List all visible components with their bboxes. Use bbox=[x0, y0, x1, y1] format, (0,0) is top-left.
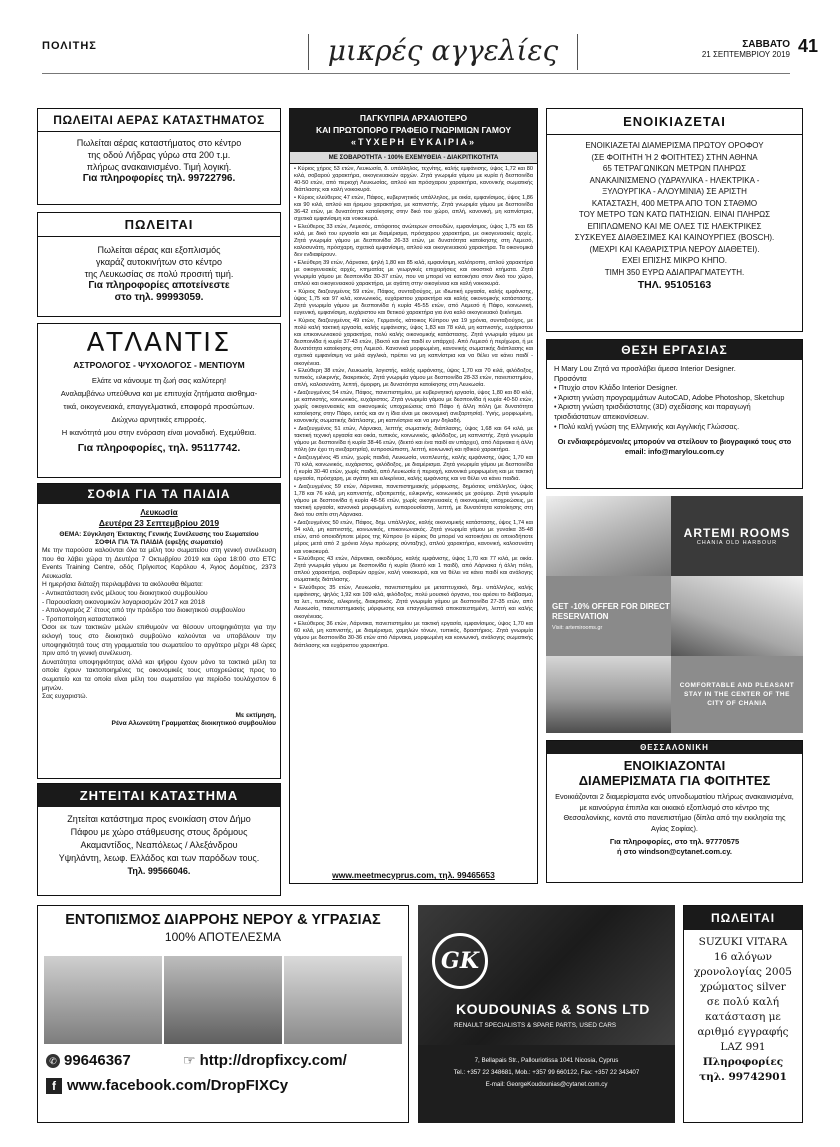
ad-line: Ελάτε να κάνουμε τη ζωή σας καλύτερη! bbox=[91, 376, 227, 385]
ad-line: κατάσταση με bbox=[705, 1011, 781, 1023]
notice-body: Με την παρούσα καλούνται όλα τα μέλη του σωματείου στη γενική συνέλευση που θα λάβει χώρα τη Δευτέρα 7 Οκτωβρίου 2019 και ώρα 18:00 στο ETC Events Training Centre, οδός Πρίγκιπος Καρόλου 4, Άγιος Δομέτιος, 2373 Λευκωσία. bbox=[42, 547, 276, 580]
ad-title: ΠΩΛΕΙΤΑΙ bbox=[684, 906, 802, 930]
ad-garage-for-sale bbox=[37, 212, 281, 317]
ad-line: Αναλαμβάνω υπεύθυνα και με επιτυχία ζητήματα αισθημα- bbox=[60, 389, 258, 398]
hotel-brand-sub: CHANIA OLD HARBOUR bbox=[696, 540, 778, 546]
ad-title: ΠΩΛΕΙΤΑΙ ΑΕΡΑΣ ΚΑΤΑΣΤΗΜΑΤΟΣ bbox=[38, 109, 280, 132]
dropfix-photos bbox=[44, 956, 402, 1044]
ad-line: Υψηλάντη, λεωφ. Ελλάδος και των παρόδων τους. bbox=[58, 853, 260, 863]
ad-contact: ή στο windson@cytanet.com.cy. bbox=[616, 847, 733, 856]
ad-line: ΕΠΙΠΛΩΜΕΝΟ ΚΑΙ ΜΕ ΟΛΕΣ ΤΙΣ ΗΛΕΚΤΡΙΚΕΣ bbox=[587, 221, 762, 231]
ad-contact: τηλ. 99742901 bbox=[699, 1071, 787, 1083]
ad-title: ΔΙΑΜΕΡΙΣΜΑΤΑ ΓΙΑ ΦΟΙΤΗΤΕΣ bbox=[578, 773, 771, 788]
hotel-photo-bedroom bbox=[671, 576, 803, 656]
ad-line: Ακαμαντίδος, Νεαπόλεως / Αλεξάνδρου bbox=[80, 840, 238, 850]
ad-line: 16 αλόγων bbox=[714, 951, 772, 963]
ad-line: ΞΥΛΟΥΡΓΙΚΑ - ΑΛΟΥΜΙΝΙΑ) ΣΕ ΑΡΙΣΤΗ bbox=[602, 187, 747, 196]
ad-line: ΑΝΑΚΑΙΝΙΣΜΕΝΟ (ΥΔΡΑΥΛΙΚΑ - ΗΛΕΚΤΡΙΚΑ - bbox=[589, 175, 760, 185]
hotel-brand-panel bbox=[671, 496, 803, 576]
ad-suzuki bbox=[683, 905, 803, 1123]
ad-title: ΕΝΟΙΚΙΑΖΟΝΤΑΙ bbox=[623, 758, 726, 773]
web-icon: ☞ bbox=[183, 1052, 196, 1068]
agency-entry: • Ελεύθερη 38 ετών, Λευκωσία, λογιστής, καλής εμφάνισης, ύψος 1,70 και 70 κιλά, φιλόδοξος, τυπικός, ειλικρινής, διακριτικός. Ζητά γνωριμία γάμου με δεσποινίδα 28-33 ετών, πανεπιστημίου, απλή, καλοσυνάτη, λεπτή, όμορφη, με δυνατότητα κατοίκησης στη Λευκωσία. bbox=[294, 368, 533, 389]
agency-entry: • Ελεύθερη 39 ετών, Λάρνακα, ψηλή 1,80 και 85 κιλά, εμφανίσιμη, καλότροπη, απλού χαρακτήρα με οικογενειακές αρχές, κτηματίας με γεωργικές επιχειρήσεις και οικιστικά κτήματα. Ζητά γνωριμία γάμου με δεσποινίδα 30-37 ετών, που να μπορεί να κατοικήσει στον δικό του χώρο, απλού και οικογενειακού χαρακτήρα, με αγάπη στην οικογένεια και καλή νοικοκυρά. bbox=[294, 260, 533, 288]
ad-line: γκαράζ αυτοκινήτων στο κέντρο bbox=[95, 257, 223, 267]
whatsapp-icon: ✆ bbox=[46, 1054, 60, 1068]
agency-entry: • Κύριος ελεύθερος 47 ετών, Πάφος, κυβερνητικός υπάλληλος, με οικία, εμφανίσιμος, ύψος 1,86 και 90 κιλά, απλού και ήρεμου χαρακτήρα, με καπνιστής. Ζητά γνωριμία γάμου με δεσποινίδα 36-42 ετών, με δυνατότητα κατοίκησης στην δικό του χώρο, απλή, κανονική, μη καπνίστρια, σχετικά εμφανίσιμη και νοικοκυρά. bbox=[294, 194, 533, 223]
hotel-offer-panel bbox=[546, 576, 671, 656]
notice-signature: Με εκτίμηση, bbox=[235, 711, 276, 719]
ad-line: Πωλείται αέρας καταστήματος στο κέντρο bbox=[76, 138, 242, 148]
header-rule bbox=[42, 73, 790, 74]
job-req: • Άριστη γνώση τρισδιάστατης (3D) σχεδίασης και παραγωγή τρισδιάστατων απεικονίσεων. bbox=[554, 402, 751, 421]
agency-entry: • Ελεύθερος 35 ετών, Λευκωσία, πανεπιστημίου με μεταπτυχιακό, δημ. υπάλληλος, καλής εμφάνισης, ψηλός 1,92 και 109 κιλά, φιλόδοξος, πολύ μουσικό όργανο, του αρέσει το διάβασμα, τα λετ., τυπικός, ειλικρινής, διακριτικός. Ζητά γνωριμία γάμου με δεσποινίδα 27-35 ετών, από Λευκωσία, πανεπιστημιακής μόρφωσης και επαγγελματικά αποκατεστημένη, λεπτή και καλής οικογένειας. bbox=[294, 585, 533, 620]
notice-city: Λευκωσία bbox=[140, 508, 178, 517]
hotel-stay: COMFORTABLE AND PLEASANT STAY IN THE CENTER OF THE CITY OF CHANIA bbox=[679, 682, 795, 707]
ad-line: 65 ΤΕΤΡΑΓΩΝΙΚΩΝ ΜΕΤΡΩΝ ΠΛΗΡΩΣ bbox=[602, 164, 747, 173]
notice-signature: Ρένα Αλωνεύτη Γραμματέας διοικητικού συμβουλίου bbox=[111, 720, 276, 728]
agency-title: ΠΑΓΚΥΠΡΙΑ ΑΡΧΑΙΟΤΕΡΟ bbox=[359, 113, 468, 123]
agency-entry: • Κύριος χήρος 53 ετών, Λευκωσία, δ. υπάλληλος, τεχνίτης, καλής εμφάνισης, ύψος 1,72 και 80 κιλά, σοβαρού χαρακτήρα, οικογενειακών αρχών. Ζητά γνωριμία γάμου με κυρία ή δεσποινίδα 40-50 ετών, από περιοχή Λευκωσίας, απλού και πρόσχαρου χαρακτήρα, κανονικής σωματικής διάπλασης και καλή νοικοκυρά. bbox=[294, 166, 533, 194]
notice-body: Δυνατότητα υποψηφιότητας αλλά και ψήφου έχουν μόνο τα τακτικά μέλη τα οποία έχουν τακτοποιημένες τις οικονομικές τους υποχρεώσεις προς το σωματείο και τα οποία είναι μέλη του σωματείου για περίοδο τουλάχιστον 6 μηνών. bbox=[42, 658, 276, 692]
ad-contact: Πληροφορίες bbox=[702, 1056, 784, 1068]
agency-tagline: ΜΕ ΣΟΒΑΡΟΤΗΤΑ - 100% ΕΧΕΜΥΘΕΙΑ - ΔΙΑΚΡΙΤΙΚΟΤΗΤΑ bbox=[290, 152, 537, 164]
dropfix-facebook: www.facebook.com/DropFIXCy bbox=[67, 1077, 289, 1094]
ad-atlantis bbox=[37, 323, 281, 478]
ad-contact: Για πληροφορίες τηλ. 99722796. bbox=[82, 173, 236, 184]
agency-entry: • Διαζευγμένος 54 ετών, Πάφος, πανεπιστημίου, με κυβερνητική εργασία, ύψος 1,80 και 80 κιλά, με καπνιστής, κοινωνικός, ευχάριστος. Ζητά γνωριμία γάμου με δεσποινίδα ή κυρία 40-50 ετών, χωρίς οικογενειακές και οικονομικές υποχρεώσεις από Πάφο ή άλλη πόλη (με δυνατότητα κατοίκησης στην Πάφο, εκτός και αν η ίδια είναι με οικονομική ανεξαρτησία). Υγιής, μορφωμένη, κανονικής σωματικής διάπλασης, μη καπνίστρια και να μην δηλαδή. bbox=[294, 390, 533, 425]
ad-line: της οδού Λήδρας γύρω στα 200 τ.μ. bbox=[87, 150, 231, 160]
koudounias-email: E-mail: GeorgeKoudounias@cytanet.com.cy bbox=[485, 1081, 608, 1088]
agency-title: ΚΑΙ ΠΡΩΤΟΠΟΡΟ ΓΡΑΦΕΙΟ ΓΝΩΡΙΜΙΩΝ ΓΑΜΟΥ bbox=[315, 125, 511, 135]
ad-line: της Λευκωσίας σε πολύ προσιτή τιμή. bbox=[84, 269, 234, 279]
dropfix-phone: 99646367 bbox=[64, 1052, 131, 1069]
job-req: • Πολύ καλή γνώση της Ελληνικής και Αγγλικής Γλώσσας. bbox=[554, 421, 740, 431]
hotel-photo-harbour bbox=[546, 656, 671, 733]
notice-body: Όσοι εκ των τακτικών μελών επιθυμούν να θέσουν υποψηφιότητα για την εκλογή τους στο διοικητικό συμβούλιο καλούνται να υποβάλουν την υποψηφιότητά τους στη γραμματεία του σωματείου το αργότερο μέχρι 48 ώρες πριν από τη γενική συνέλευση. bbox=[42, 624, 276, 658]
koudounias-address: 7, Bellapais Str., Pallouriotissa 1041 Nicosia, Cyprus bbox=[474, 1057, 619, 1064]
ad-title: ΑΤΛΑΝΤΙΣ bbox=[86, 328, 232, 358]
koudounias-name: KOUDOUNIAS & SONS LTD bbox=[456, 1001, 650, 1017]
ad-sofia-notice bbox=[37, 483, 281, 779]
ad-athens-rent bbox=[546, 108, 803, 332]
page-number: 41 bbox=[797, 36, 818, 56]
ad-title: ΖΗΤΕΙΤΑΙ ΚΑΤΑΣΤΗΜΑ bbox=[38, 784, 280, 807]
agency-entry: • Κύριος διαζευγμένος 59 ετών, Πάφος, συνταξιούχος, με ιδιωτική εργασία, καλής εμφάνισης, ύψος 1,75 και 97 κιλά, κοινωνικός, ευχάριστου χαρακτήρα και καλής οικονομικής κατάστασης. Ζητά γνωριμία γάμου με δεσποινίδα ή κυρία 45-55 ετών, από Λεμεσό ή Πάφο, κοινωνική, ευγενική, εμφανίσιμη, ευχάριστου και θετικού χαρακτήρα για ένα καλό οικογενειακό ξεκίνημα. bbox=[294, 288, 533, 317]
hotel-stay-panel bbox=[671, 656, 803, 733]
ad-shop-for-sale bbox=[37, 108, 281, 205]
notice-date: Δευτέρα 23 Σεπτεμβρίου 2019 bbox=[98, 518, 220, 528]
ad-shop-wanted bbox=[37, 783, 281, 896]
ad-subtitle: ΑΣΤΡΟΛΟΓΟΣ - ΨΥΧΟΛΟΓΟΣ - ΜΕΝΤΙΟΥΜ bbox=[73, 360, 245, 370]
facebook-icon: f bbox=[46, 1078, 62, 1094]
hotel-brand: ARTEMI ROOMS bbox=[683, 526, 791, 540]
entries-list bbox=[290, 164, 537, 650]
ad-contact: Για πληροφορίες, στο τηλ. 97770575 bbox=[609, 837, 740, 846]
ad-thessaloniki-students bbox=[546, 740, 803, 883]
ad-line: Διώχνω αρνητικές επιρροές. bbox=[111, 415, 207, 424]
ad-city: ΘΕΣΣΑΛΟΝΙΚΗ bbox=[547, 741, 802, 754]
ad-line: ΣΥΣΚΕΥΕΣ ΔΙΑΘΕΣΙΜΕΣ ΚΑΙ ΚΑΙΝΟΥΡΓΙΕΣ (BOSCH). bbox=[574, 233, 775, 242]
hotel-offer: GET -10% OFFER FOR DIRECT RESERVATION bbox=[552, 601, 670, 621]
agency-brand: «ΤΥΧΕΡΗ ΕΥΚΑΙΡΙΑ» bbox=[350, 137, 477, 147]
ad-job-position bbox=[546, 339, 803, 489]
job-req: • Άριστη γνώση προγραμμάτων AutoCAD, Adobe Photoshop, Sketchup bbox=[554, 392, 785, 402]
ad-contact: Τηλ. 99566046. bbox=[127, 866, 191, 876]
section-title: μικρές αγγελίες bbox=[308, 34, 578, 70]
agency-entry: • Ελεύθερος 43 ετών, Λάρνακα, οικοδόμος, καλής εμφάνισης, ύψος 1,70 και 77 κιλά, με οικία. Ζητά γνωριμία γάμου με δεσποινίδα ή κυρία (δεκτό και 1 παιδί), από Λάρνακα ή άλλη πόλη, απλού χαρακτήρα, σοβαρών αρχών, καλή νοικοκυρά, και να θέλει να κάνει παιδί και ανάλογης σωματικής διάπλασης. bbox=[294, 556, 533, 584]
agency-entry: • Διαζευγμένος 45 ετών, χωρίς παιδιά, Λευκωσία, νεοπλευτής, καλής εμφάνισης, ύψος 1,70 και 70 κιλά, κοινωνικός, ευχάριστος, φιλόδοξος, με διαμέρισμα. Ζητά γνωριμία γάμου με δεσποινίδα ή κυρία 30-40 ετών, χωρίς παιδιά, από Λευκωσία ή περιοχή, κανονικά μορφωμένη και με τακτική εργασία, πρόσχαρη, με αγάπη και ειλικρίνεια, καλής εμφάνισης και να θέλει να κάνει παιδιά. bbox=[294, 455, 533, 483]
ad-title: ΕΝΟΙΚΙΑΖΕΤΑΙ bbox=[547, 109, 802, 135]
ad-koudounias bbox=[418, 905, 675, 1123]
ad-line: LAZ 991 bbox=[720, 1041, 766, 1053]
ad-contact: στο τηλ. 99993059. bbox=[114, 292, 204, 303]
job-req: • Πτυχίο στον Κλάδο Interior Designer. bbox=[554, 383, 678, 393]
agenda-item: - Αντικατάσταση ενός μέλους του διοικητικού συμβουλίου bbox=[42, 589, 208, 597]
koudounias-logo bbox=[432, 933, 488, 989]
agency-entry: • Διαζευγμένος 59 ετών, Λάρνακα, πανεπιστημιακής μόρφωσης, δημόσιος υπάλληλος, ύψος 1,78 και 76 κιλά, μη καπνιστής, αξιοπρεπής, ειλικρινής, κοινωνικός με χιούμορ. Ζητά γνωριμία γάμου με δεσποινίδα ή κυρία 48-56 ετών, χωρίς οικογενειακές ή οικονομικές υποχρεώσεις, με τακτική εργασία, κανονικά μορφωμένη, ευπαρουσίαστη, λεπτή, με δυνατότητα κατοίκησης στη δικό του σπίτι στη Λάρνακα. bbox=[294, 484, 533, 519]
agency-entry: • Ελεύθερος 33 ετών, Λεμεσός, απόφοιτος ανώτερων σπουδών, εμφανίσιμος, ύψος 1,75 και 65 κιλά, με δικό του εργασία και με διαμέρισμα, πρόσχαρου χαρακτήρα, με οικογενειακές αρχές. Ζητά γνωριμία γάμου με δεσποινίδα 26-33 ετών, με δυνατότητα κατοίκησης στη Λεμεσό, καλοσυνάτη, πρόσχαρη, σχετικά εμφανίσιμη, απλού και οικογενειακού χαρακτήρα. Τα οικονομικά δεν ενδιαφέρουν. bbox=[294, 223, 533, 259]
agency-contact: www.meetmecyprus.com, τηλ. 99465653 bbox=[332, 870, 495, 880]
agenda-item: - Παρουσίαση οικονομικών λογαριασμών 2017 και 2018 bbox=[42, 598, 205, 606]
agenda-item: - Τροποποίηση καταστατικού bbox=[42, 615, 127, 623]
ad-contact: Για πληροφορίες, τηλ. 95117742. bbox=[77, 442, 241, 454]
gear-icon: GK bbox=[441, 948, 479, 974]
notice-theme: ΣΟΦΙΑ ΓΙΑ ΤΑ ΠΑΙΔΙΑ (εφεξής σωματείο) bbox=[95, 539, 223, 546]
ad-body: Ενοικιάζονται 2 διαμερίσματα ενός υπνοδωματίου πλήρως ανακαινισμένα, με καινούργια έπιπλα και οικιακό εξοπλισμό στο κέντρο της Θεσσαλονίκης, κοντά στο πανεπιστήμιο (δίπλα από την εκκλησία της Αγίας Σοφίας). bbox=[555, 792, 794, 833]
ad-contact: ΤΗΛ. 95105163 bbox=[637, 279, 712, 291]
agency-entry: • Διαζευγμένος 50 ετών, Πάφος, δημ. υπάλληλος, καλής οικονομικής κατάστασης, ύψος 1,74 και 94 κιλά, μη καπνιστής, κοινωνικός, επικοινωνιακός. Ζητά γνωριμία γάμου με γυναίκα 35-48 ετών, από οποιοδήποτε μέρος της Κύπρου (ο κύριος θα μπορεί να κατοικήσει σε οποιοδήποτε μέρος μετά από 2 χρόνια λόγω πρόωρης σύνταξης), απλού χαρακτήρα, κανονική, καλοσυνάτη και νοικοκυρά. bbox=[294, 520, 533, 555]
ad-contact: Για πληροφορίες αποτείνεστε bbox=[88, 280, 230, 291]
dropfix-subtitle: 100% ΑΠΟΤΕΛΕΣΜΑ bbox=[164, 930, 282, 944]
dropfix-photo bbox=[44, 956, 162, 1044]
notice-thanks: Σας ευχαριστώ. bbox=[42, 693, 88, 701]
page-header bbox=[30, 34, 818, 72]
ad-line: πλήρως ανακαινισμένο. Τιμή λογική. bbox=[86, 162, 232, 172]
ad-title: ΠΩΛΕΙΤΑΙ bbox=[38, 213, 280, 237]
job-apply: Οι ενδιαφερόμενοι/ες μπορούν να στείλουν το βιογραφικό τους στο email: info@marylou.com.cy bbox=[557, 437, 792, 456]
koudounias-tag: RENAULT SPECIALISTS & SPARE PARTS, USED CARS bbox=[454, 1022, 617, 1029]
hotel-offer-sub: Visit: artemirooms.gr bbox=[552, 624, 603, 631]
ad-line: Η ικανότητά μου στην ενόραση είναι μοναδική. Εχεμύθεια. bbox=[61, 428, 257, 437]
issue-date: ΣΑΒΒΑΤΟ 21 ΣΕΠΤΕΜΒΡΙΟΥ 2019 bbox=[701, 39, 790, 59]
dropfix-photo bbox=[284, 956, 402, 1044]
notice-theme: ΘΕΜΑ: Σύγκληση Έκτακτης Γενικής Συνέλευσης του Σωματείου bbox=[59, 531, 259, 538]
job-intro: Η Mary Lou Ζητά να προσλάβει άμεσα Interior Designer. bbox=[554, 364, 736, 373]
agency-entry: • Κύριος διαζευγμένος 49 ετών, Γερμανός, κάτοικος Κύπρου για 19 χρόνια, συνταξιούχος, με πολύ καλή τακτική εργασία, καλής εμφάνισης, ύψος 1,83 και 78 κιλά, μη καπνιστής, ευχάριστου και επικοινωνιακού χαρακτήρα, πολύ καλής οικονομικής κατάστασης. Ζητά γνωριμία γάμου με δεσποινίδα ή κυρία 37-43 ετών, (δεκτό και ένα παιδί εν υπάρχει). Από Λεμεσό ή περίχωρα, ή με δυνατότητα κατοίκησης στη Λεμεσό. Κανονικά μορφωμένη, κανονικής σωματικής διάπλασης και σχετικά εμφανίσιμη να μιλά αγγλικά, πρέπει να μη καπνίστρια και να θέλει να κάνει παιδί - οικογένεια. bbox=[294, 317, 533, 367]
ad-line: ΤΙΜΗ 350 ΕΥΡΩ ΑΔΙΑΠΡΑΓΜΑΤΕΥΤΗ. bbox=[604, 267, 745, 277]
dropfix-title: ΕΝΤΟΠΙΣΜΟΣ ΔΙΑΡΡΟΗΣ ΝΕΡΟΥ & ΥΓΡΑΣΙΑΣ bbox=[65, 912, 381, 928]
ad-line: Ζητείται κατάστημα προς ενοικίαση στον Δήμο bbox=[67, 814, 251, 824]
ad-title: ΘΕΣΗ ΕΡΓΑΣΙΑΣ bbox=[547, 340, 802, 360]
ad-artemi-rooms bbox=[546, 496, 803, 733]
job-req-label: Προσόντα bbox=[554, 373, 587, 383]
ad-line: ΕΧΕΙ ΕΠΙΣΗΣ ΜΙΚΡΟ ΚΗΠΟ. bbox=[621, 256, 728, 265]
koudounias-phones: Tel.: +357 22 348681, Mob.: +357 99 660122, Fax: +357 22 343407 bbox=[453, 1069, 640, 1076]
ad-title: ΣΟΦΙΑ ΓΙΑ ΤΑ ΠΑΙΔΙΑ bbox=[38, 484, 280, 504]
ad-line: Πάφου με χώρο στάθμευσης στους δρόμους bbox=[70, 827, 248, 837]
ad-line: ΚΑΤΑΣΤΑΣΗ, 400 ΜΕΤΡΑ ΑΠΟ ΤΟΝ ΣΤΑΘΜΟ bbox=[591, 198, 758, 208]
ad-dropfix bbox=[37, 905, 409, 1123]
ad-line: χρώματος silver bbox=[700, 981, 786, 993]
ad-marriage-agency bbox=[289, 108, 538, 884]
hotel-photo-room bbox=[546, 496, 671, 576]
ad-line: (ΣΕ ΦΟΙΤΗΤΗ Ή 2 ΦΟΙΤΗΤΕΣ) ΣΤΗΝ ΑΘΗΝΑ bbox=[591, 152, 758, 162]
agency-entry: • Διαζευγμένος 51 ετών, Λάρνακα, λεπτής σωματικής διάπλασης, ύψος 1,68 και 64 κιλά, με τακτική τεχνική εργασία και οικία, τυπικός, κοινωνικός, φιλόδοξος, μη καπνιστής. Ζητά γνωριμία γάμου με δεσποινίδα ή κυρία 38-46 ετών, (δεκτό και ένα παιδί αν υπάρχει), από Λάρνακα ή άλλη πόλη (αν έχει τη ανεξαρτησία), ευπροσώπιστη, λεπτή, κοινωνική και ηθικού χαρακτήρα. bbox=[294, 426, 533, 454]
ad-line: χρονολογίας 2005 bbox=[694, 966, 792, 978]
ad-line: Πωλείται αέρας και εξοπλισμός bbox=[97, 245, 221, 255]
dropfix-photo bbox=[164, 956, 282, 1044]
ad-line: ΤΟΥ ΜΕΤΡΟ ΤΩΝ ΚΑΤΩ ΠΑΤΗΣΙΩΝ. ΕΙΝΑΙ ΠΛΗΡΩΣ bbox=[578, 210, 771, 219]
ad-line: αριθμό εγγραφής bbox=[697, 1026, 789, 1038]
agenda-item: - Απολογισμός Ζ΄ έτους από την πρόεδρο του διοικητικού συμβουλίου bbox=[42, 607, 245, 615]
ad-line: τικά, οικογενειακά, επαγγελματικά, επαφορά προσώπων. bbox=[63, 402, 255, 411]
ad-line: (ΜΕΧΡΙ ΚΑΙ ΚΑΘΑΡΙΣΤΡΙΑ ΝΕΡΟΥ ΔΙΑΘΕΤΕΙ). bbox=[589, 244, 760, 254]
ad-line: ΕΝΟΙΚΙΑΖΕΤΑΙ ΔΙΑΜΕΡΙΣΜΑ ΠΡΩΤΟΥ ΟΡΟΦΟΥ bbox=[585, 141, 764, 150]
notice-agenda-intro: Η ημερήσια διάταξη περιλαμβάνει τα ακόλουθα θέματα: bbox=[42, 581, 203, 589]
agency-entry: • Ελεύθερος 36 ετών, Λάρνακα, πανεπιστημίου με τακτική εργασία, εμφανίσιμος, ύψος 1,70 και 60 κιλά, μη καπνιστής, με διαμέρισμα, χαμηλών τόνων, τυπικός, δραστήριος. Ζητά γνωριμία γάμου με δεσποινίδα 30-36 ετών από Λάρνακα, μορφωμένη και κοινωνική, ανάλογης σωματικής διάπλασης και ευχάριστου χαρακτήρα. bbox=[294, 621, 533, 649]
dropfix-web: http://dropfixcy.com/ bbox=[199, 1052, 347, 1069]
ad-line: SUZUKI VITARA bbox=[698, 936, 788, 948]
ad-line: σε πολύ καλή bbox=[706, 996, 780, 1008]
paper-name: ΠΟΛΙΤΗΣ bbox=[42, 40, 97, 52]
